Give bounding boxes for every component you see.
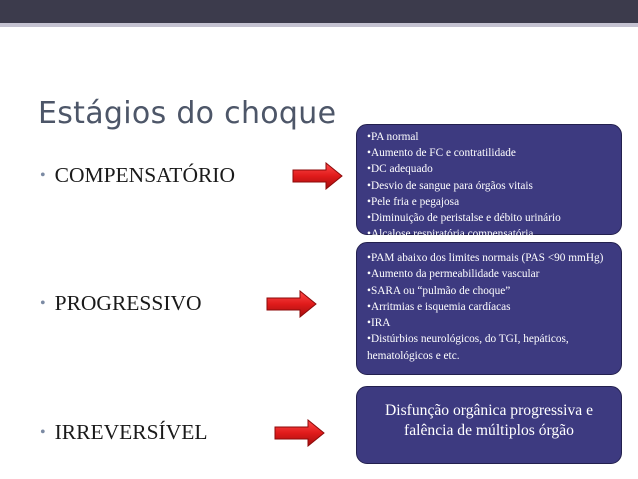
list-item: •PA normal: [367, 131, 419, 143]
bullet-dot: •: [40, 424, 46, 441]
list-item: •IRA: [367, 317, 391, 330]
bullet-dot: •: [40, 167, 46, 184]
right-arrow-icon: [292, 162, 344, 190]
stage-irreversivel: [40, 420, 208, 445]
list-item: •Pele fria e pegajosa: [367, 195, 460, 208]
top-banner: [0, 0, 638, 23]
irreversivel-text: Disfunção orgânica progressiva e falência de múltiplos órgão: [385, 402, 593, 439]
list-item: •Distúrbios neurológicos, do TGI, hepáticos, hematológicos e etc.: [367, 333, 569, 362]
list-item: •Aumento de FC e contratilidade: [367, 147, 516, 160]
top-banner-accent: [0, 23, 638, 27]
list-item: •Alcalose respiratória compensatória: [367, 228, 534, 241]
progressivo-details-box: [356, 242, 622, 375]
stage-label: COMPENSATÓRIO: [54, 163, 235, 187]
stage-compensatorio: [40, 163, 235, 188]
list-item: •Aumento da permeabilidade vascular: [367, 268, 540, 281]
irreversivel-details-box: [356, 386, 622, 464]
list-item: •Diminuição de peristalse e débito urinário: [367, 212, 561, 225]
list-item: •SARA ou “pulmão de choque”: [367, 284, 511, 297]
right-arrow-icon: [274, 419, 326, 447]
list-item: •DC adequado: [367, 163, 433, 176]
list-item: •Arritmias e isquemia cardíacas: [367, 300, 511, 313]
slide-title: Estágios do choque: [38, 96, 337, 131]
list-item: •PAM abaixo dos limites normais (PAS <90 mmHg): [367, 252, 604, 264]
stage-progressivo: [40, 291, 202, 316]
right-arrow-icon: [266, 290, 318, 318]
stage-label: IRREVERSÍVEL: [54, 420, 208, 444]
list-item: •Desvio de sangue para órgãos vitais: [367, 179, 533, 192]
compensatorio-details-box: [356, 124, 622, 241]
stage-label: PROGRESSIVO: [54, 291, 202, 315]
bullet-dot: •: [40, 295, 46, 312]
